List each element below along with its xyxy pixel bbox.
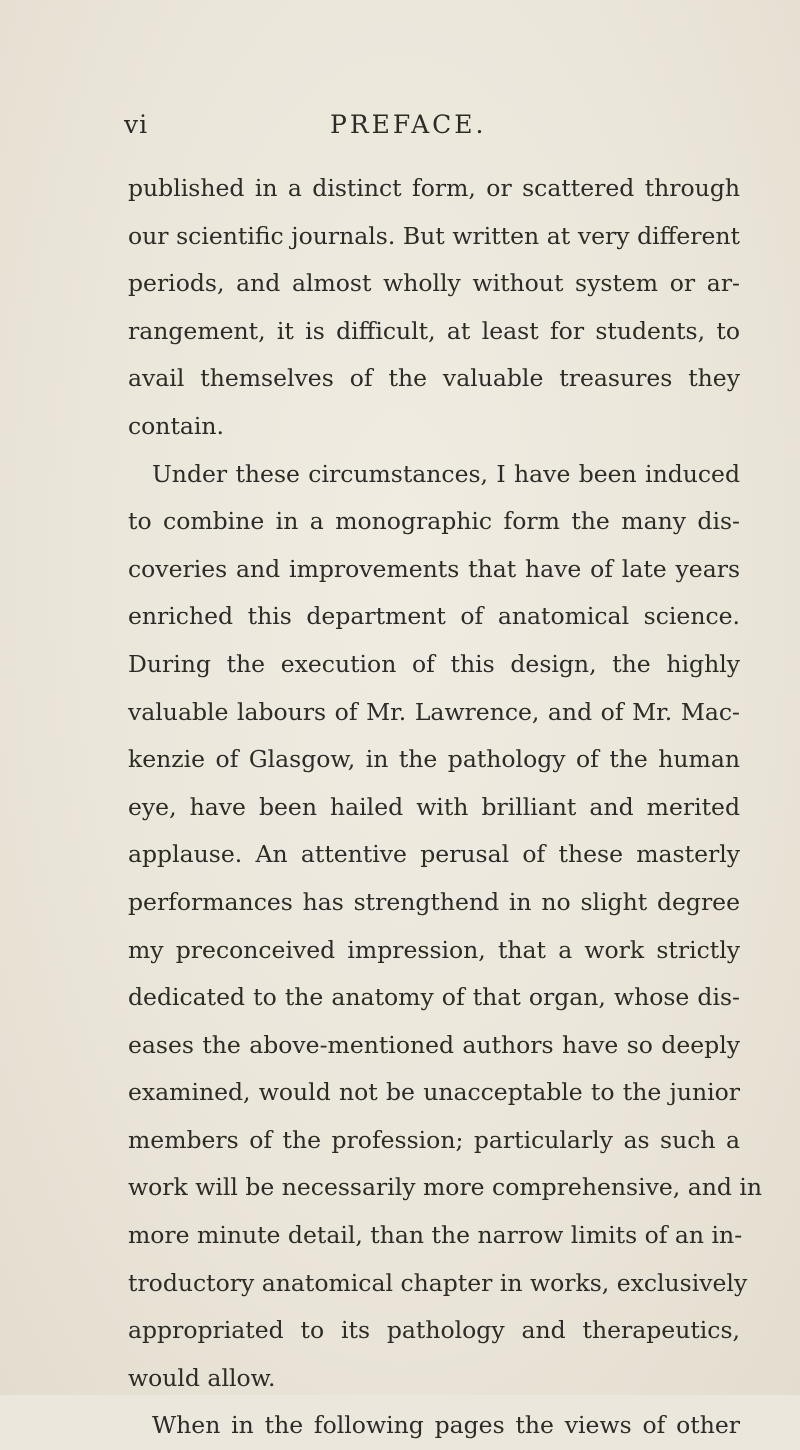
text-line: published in a distinct form, or scattered through bbox=[128, 174, 740, 202]
text-line: members of the profession; particularly as such a bbox=[128, 1125, 740, 1154]
text-line: coveries and improvements that have of late years bbox=[128, 554, 740, 583]
text-line: avail themselves of the valuable treasures they bbox=[128, 364, 740, 393]
text-line: When in the following pages the views of other bbox=[152, 1411, 740, 1440]
text-line: performances has strengthend in no slight degree bbox=[128, 887, 740, 916]
text-line: appropriated to its pathology and therapeutics, bbox=[128, 1316, 740, 1345]
text-line: troductory anatomical chapter in works, exclusively bbox=[128, 1268, 748, 1297]
text-line: Under these circumstances, I have been induced bbox=[152, 459, 740, 488]
text-line: to combine in a monographic form the many dis- bbox=[128, 507, 740, 536]
text-line: more minute detail, than the narrow limits of an in- bbox=[128, 1221, 743, 1250]
text-line: applause. An attentive perusal of these masterly bbox=[128, 840, 740, 869]
text-line: work will be necessarily more comprehensive, and in bbox=[128, 1173, 763, 1202]
text-line: contain. bbox=[128, 411, 225, 440]
page-header bbox=[124, 102, 740, 142]
text-line: my preconceived impression, that a work strictly bbox=[128, 935, 740, 964]
body-text bbox=[128, 165, 763, 1450]
text-line: dedicated to the anatomy of that organ, whose dis- bbox=[128, 983, 740, 1012]
page-number: vi bbox=[124, 110, 149, 139]
text-line: our scientific journals. But written at very different bbox=[128, 221, 740, 250]
text-line: would allow. bbox=[128, 1363, 276, 1392]
text-line: During the execution of this design, the highly bbox=[128, 649, 740, 678]
running-head: PREFACE. bbox=[330, 110, 487, 139]
text-line: eases the above-mentioned authors have so deeply bbox=[128, 1030, 740, 1059]
text-line: valuable labours of Mr. Lawrence, and of Mr. Mac- bbox=[128, 697, 740, 726]
text-line: enriched this department of anatomical science. bbox=[128, 602, 740, 631]
text-line: examined, would not be unacceptable to the junior bbox=[128, 1078, 740, 1107]
text-line: periods, and almost wholly without system or ar- bbox=[128, 269, 740, 298]
text-line: rangement, it is difficult, at least for students, to bbox=[128, 316, 740, 345]
text-line: kenzie of Glasgow, in the pathology of the human bbox=[128, 745, 740, 774]
text-line: eye, have been hailed with brilliant and merited bbox=[128, 792, 740, 821]
